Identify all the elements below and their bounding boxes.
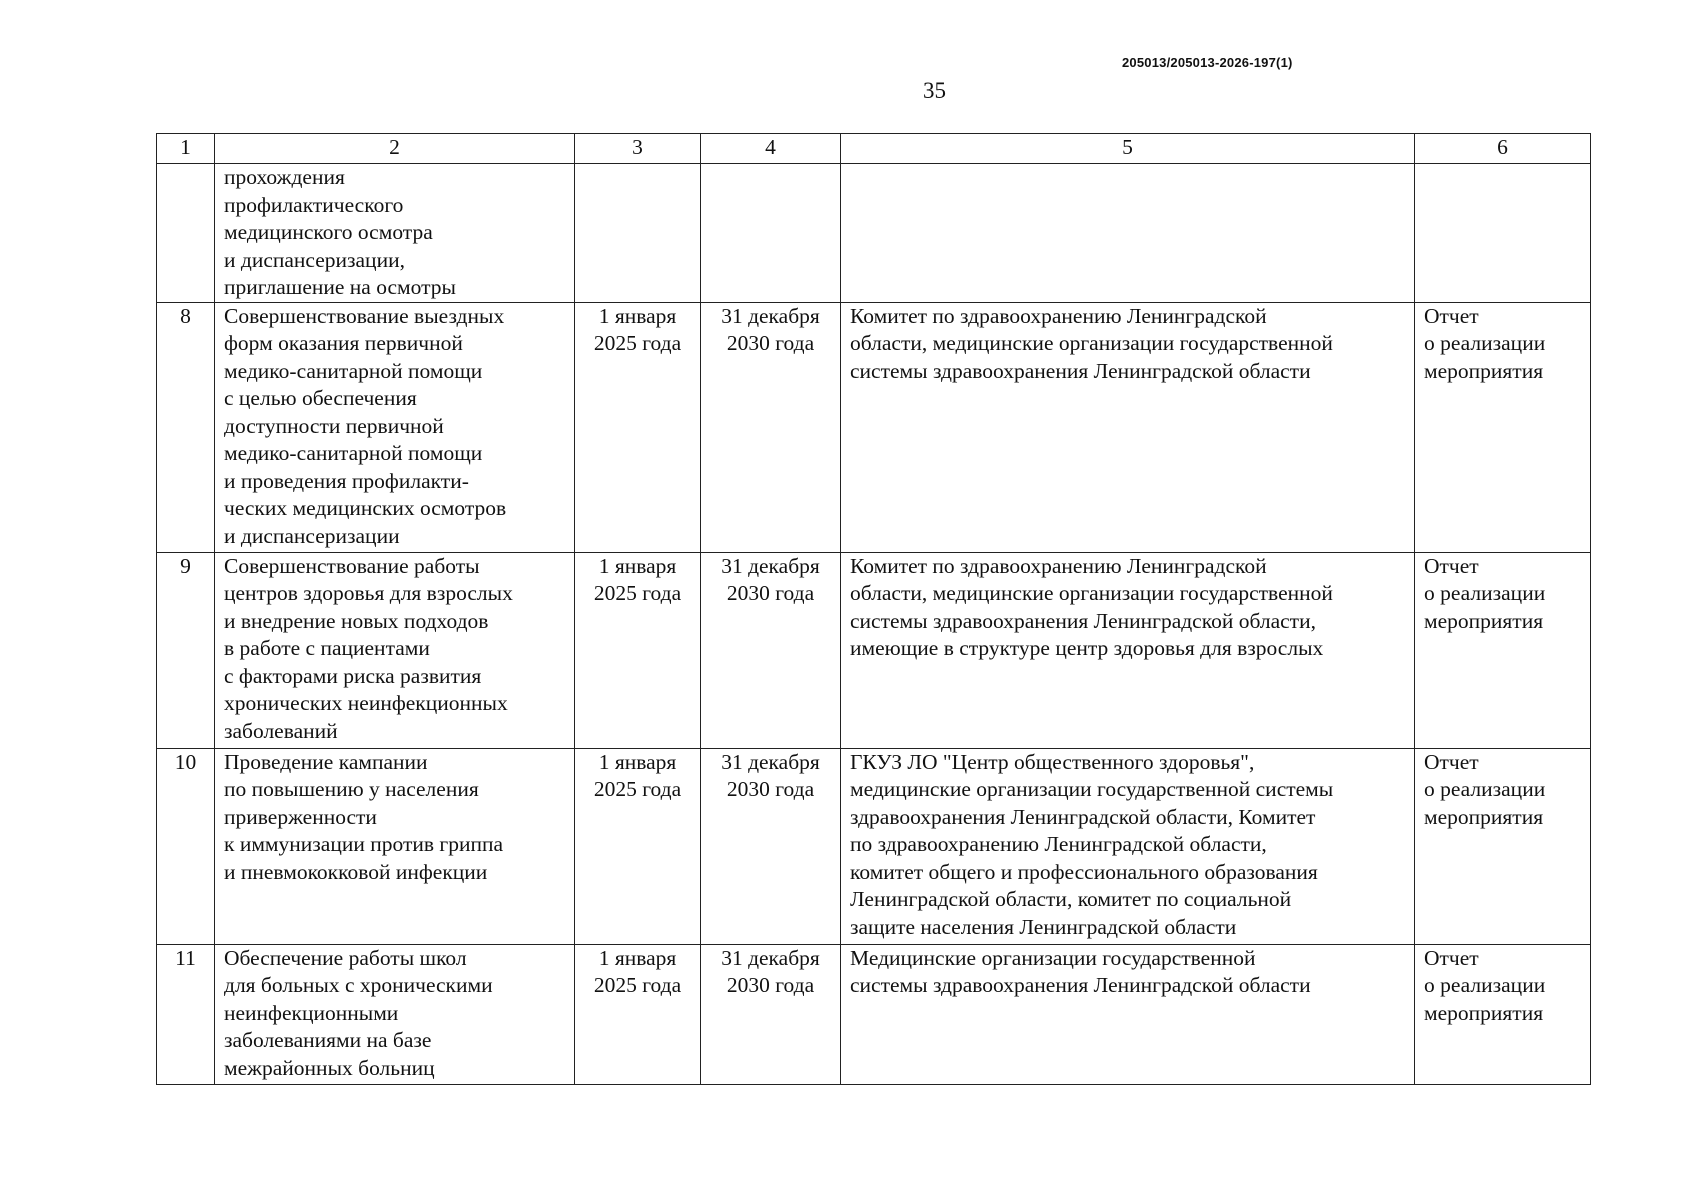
start-date-cell: 1 января 2025 года [575, 944, 701, 1084]
responsible-cell: Комитет по здравоохранению Ленинградской области, медицинские организации государственной системы здравоохранения Ленинградской области [841, 302, 1415, 552]
end-date-cell [701, 164, 841, 303]
end-date-cell: 31 декабря 2030 года [701, 552, 841, 748]
column-header: 3 [575, 134, 701, 164]
column-header: 5 [841, 134, 1415, 164]
row-number-cell: 8 [157, 302, 215, 552]
table-row [157, 748, 1591, 944]
end-date-cell: 31 декабря 2030 года [701, 944, 841, 1084]
page-number: 35 [923, 78, 946, 103]
column-header: 2 [215, 134, 575, 164]
start-date-cell [575, 164, 701, 303]
row-number-cell: 11 [157, 944, 215, 1084]
responsible-cell: ГКУЗ ЛО "Центр общественного здоровья", медицинские организации государственной системы здравоохранения Ленинградской области, Комитет по здравоохранению Ленинградской области, комитет общего и профессионального образования Ленинградской области, комитет по социальной защите населения Ленинградской области [841, 748, 1415, 944]
table-header-row [157, 134, 1591, 164]
measure-cell: Обеспечение работы школ для больных с хроническими неинфекционными заболеваниями на базе межрайонных больниц [215, 944, 575, 1084]
row-number-cell: 9 [157, 552, 215, 748]
result-cell [1415, 164, 1591, 303]
table-row [157, 552, 1591, 748]
start-date-cell: 1 января 2025 года [575, 748, 701, 944]
table-row [157, 302, 1591, 552]
result-cell: Отчет о реализации мероприятия [1415, 302, 1591, 552]
measure-cell: прохождения профилактического медицинского осмотра и диспансеризации, приглашение на осмотры [215, 164, 575, 303]
result-cell: Отчет о реализации мероприятия [1415, 748, 1591, 944]
measure-cell: Совершенствование выездных форм оказания первичной медико-санитарной помощи с целью обеспечения доступности первичной медико-санитарной помощи и проведения профилакти- ческих медицинских осмотров и диспансеризации [215, 302, 575, 552]
column-header: 4 [701, 134, 841, 164]
table-row [157, 164, 1591, 303]
measure-cell: Проведение кампании по повышению у населения приверженности к иммунизации против гриппа и пневмококковой инфекции [215, 748, 575, 944]
end-date-cell: 31 декабря 2030 года [701, 302, 841, 552]
measures-table [156, 133, 1591, 1085]
result-cell: Отчет о реализации мероприятия [1415, 944, 1591, 1084]
result-cell: Отчет о реализации мероприятия [1415, 552, 1591, 748]
start-date-cell: 1 января 2025 года [575, 552, 701, 748]
end-date-cell: 31 декабря 2030 года [701, 748, 841, 944]
responsible-cell: Медицинские организации государственной системы здравоохранения Ленинградской области [841, 944, 1415, 1084]
measure-cell: Совершенствование работы центров здоровья для взрослых и внедрение новых подходов в работе с пациентами с факторами риска развития хронических неинфекционных заболеваний [215, 552, 575, 748]
start-date-cell: 1 января 2025 года [575, 302, 701, 552]
document-id: 205013/205013-2026-197(1) [1122, 55, 1293, 70]
table-row [157, 944, 1591, 1084]
column-header: 6 [1415, 134, 1591, 164]
column-header: 1 [157, 134, 215, 164]
responsible-cell [841, 164, 1415, 303]
responsible-cell: Комитет по здравоохранению Ленинградской области, медицинские организации государственной системы здравоохранения Ленинградской области, имеющие в структуре центр здоровья для взрослых [841, 552, 1415, 748]
row-number-cell: 10 [157, 748, 215, 944]
row-number-cell [157, 164, 215, 303]
